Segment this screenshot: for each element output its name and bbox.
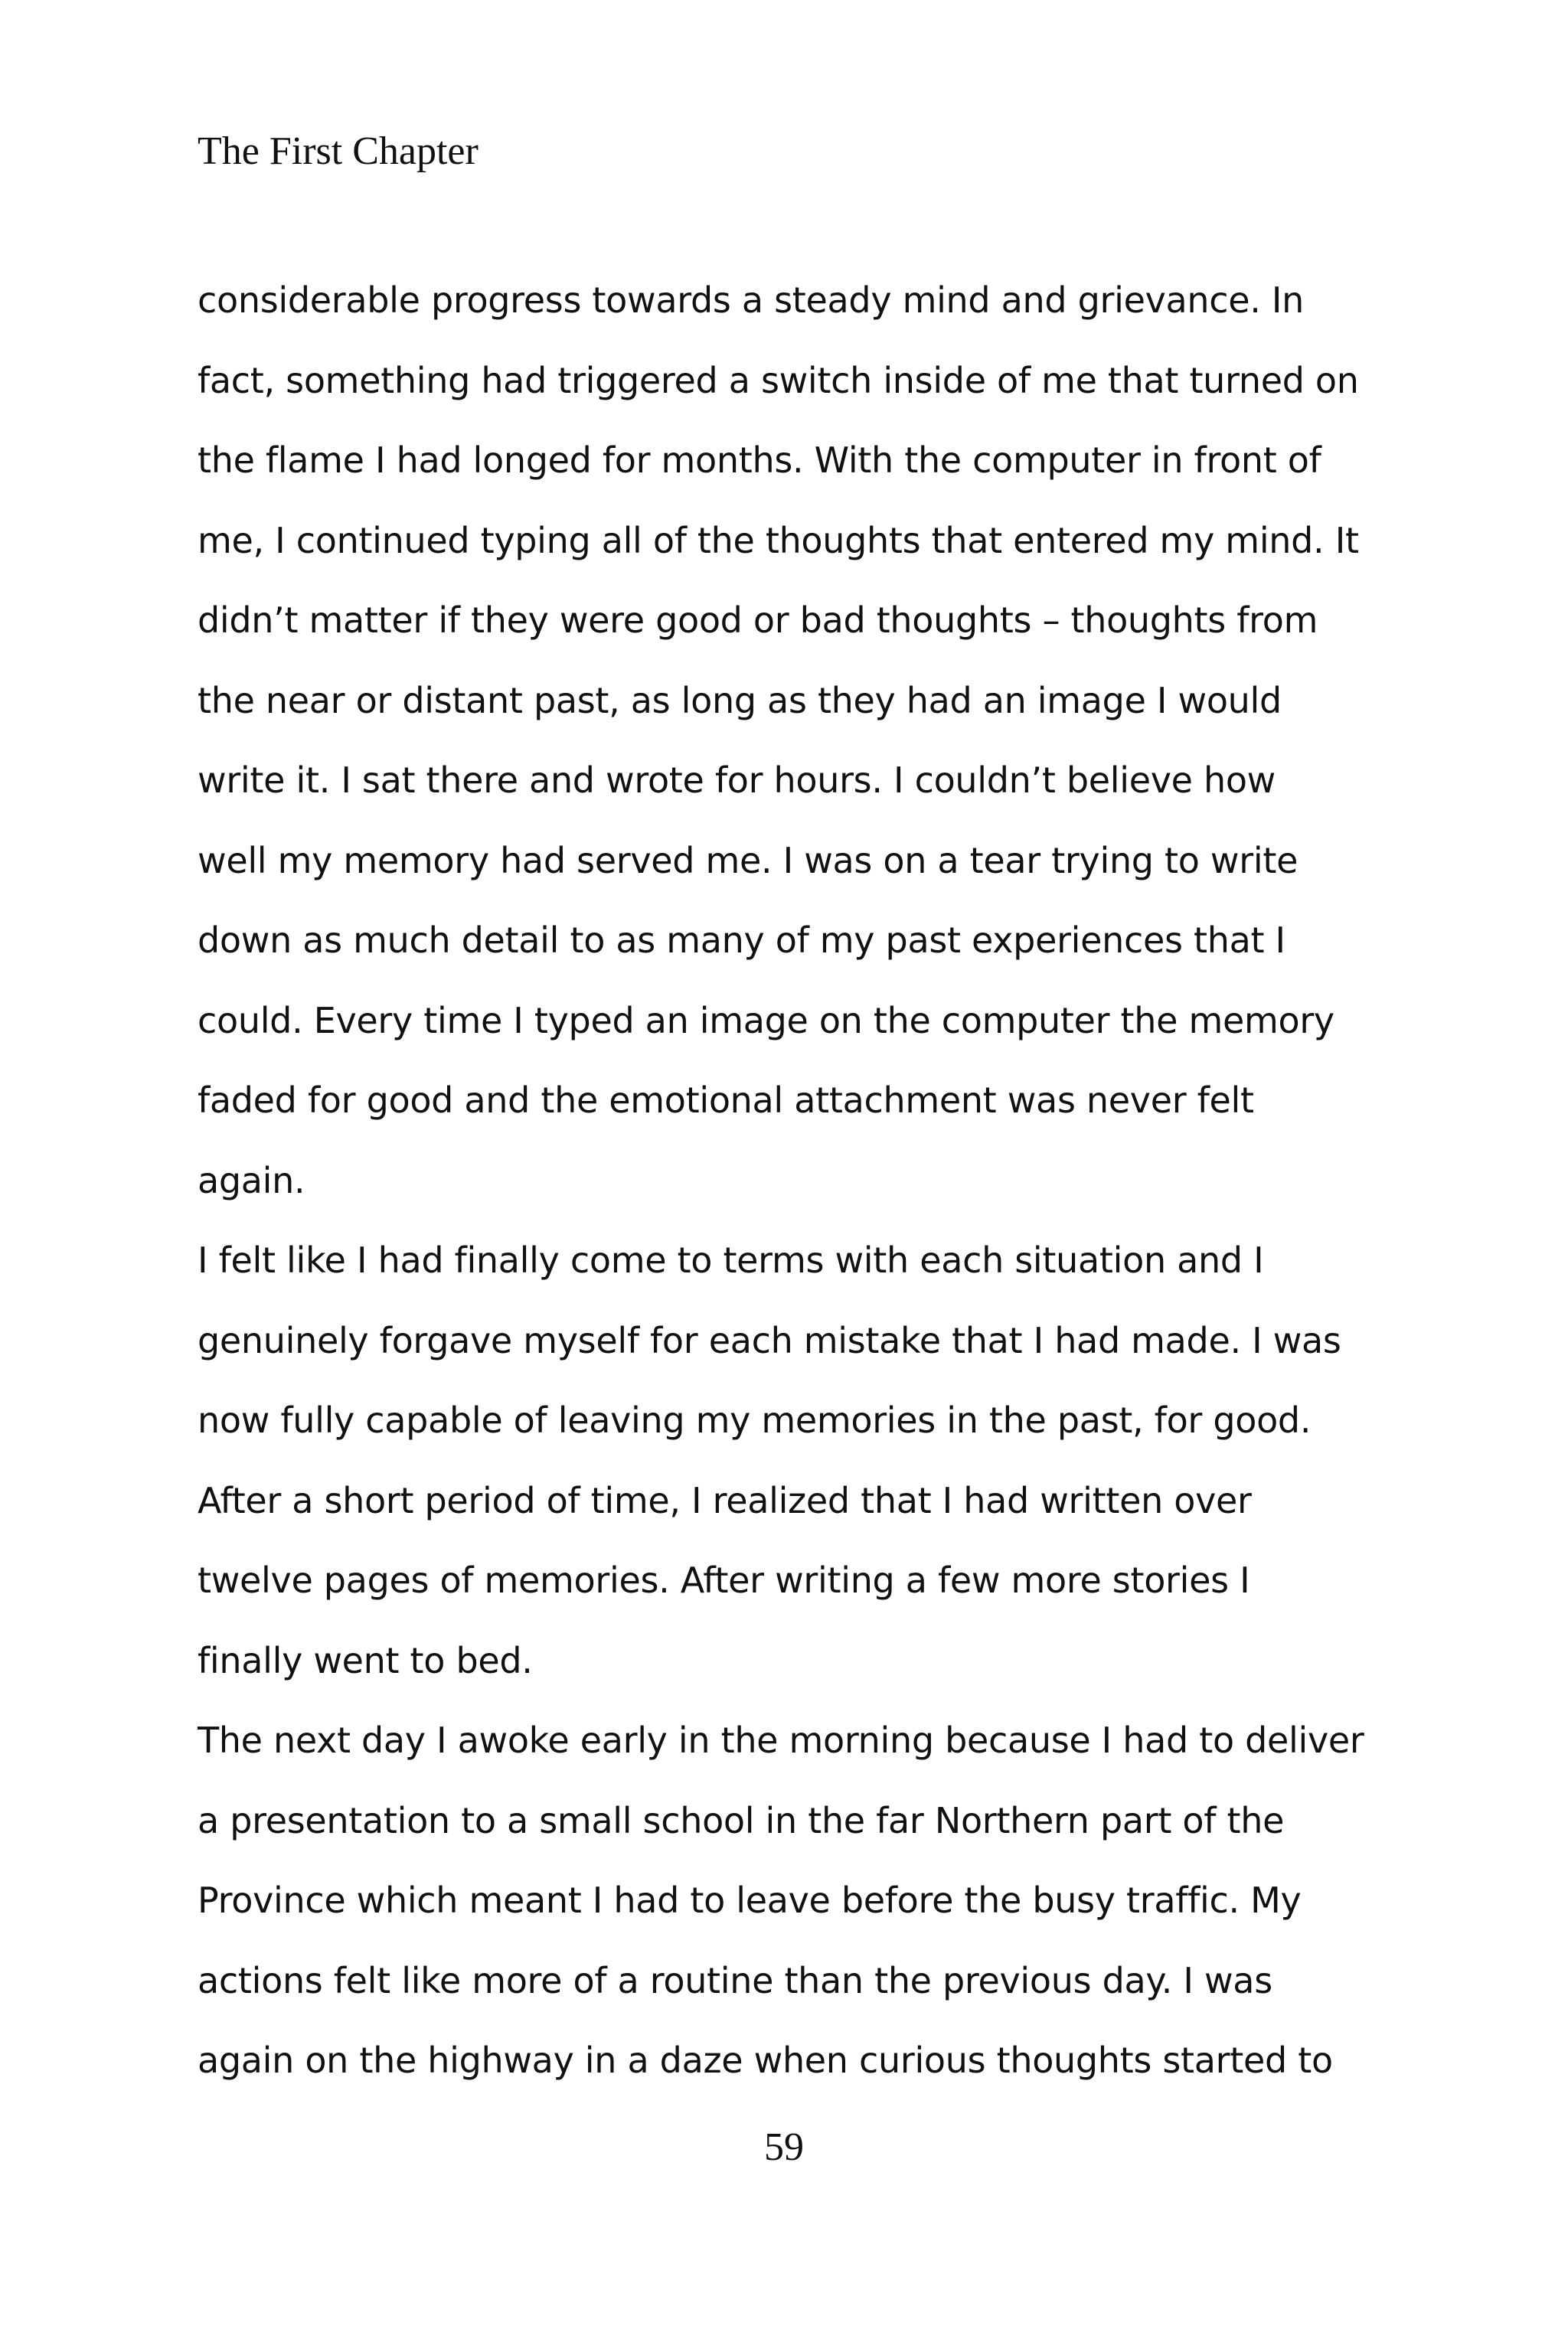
text-line: finally went to bed. [198, 1639, 533, 1681]
running-header-title: The First Chapter [198, 129, 479, 173]
text-line: fact, something had triggered a switch inside of me that turned on [198, 359, 1359, 401]
text-line: considerable progress towards a steady mind and grievance. In [198, 279, 1305, 321]
body-text [198, 260, 1423, 2101]
text-line: The next day I awoke early in the morning because I had to deliver [198, 1720, 1364, 1761]
text-line: didn’t matter if they were good or bad thoughts – thoughts from [198, 599, 1318, 641]
text-line: again on the highway in a daze when curious thoughts started to [198, 2040, 1333, 2081]
text-line: Province which meant I had to leave before the busy traffic. My [198, 1880, 1302, 1921]
text-line: well my memory had served me. I was on a tear trying to write [198, 839, 1298, 881]
text-line: faded for good and the emotional attachment was never felt [198, 1080, 1254, 1121]
text-line: again. [198, 1159, 305, 1201]
text-line: the near or distant past, as long as they had an image I would [198, 679, 1282, 721]
text-line: write it. I sat there and wrote for hours. I couldn’t believe how [198, 760, 1276, 801]
text-line: I felt like I had finally come to terms with each situation and I [198, 1240, 1264, 1281]
text-line: genuinely forgave myself for each mistake that I had made. I was [198, 1319, 1341, 1361]
text-line: After a short period of time, I realized that I had written over [198, 1479, 1252, 1521]
text-line: me, I continued typing all of the thoughts that entered my mind. It [198, 519, 1359, 561]
text-line: down as much detail to as many of my past experiences that I [198, 920, 1285, 961]
text-line: twelve pages of memories. After writing a few more stories I [198, 1560, 1250, 1601]
text-line: could. Every time I typed an image on the computer the memory [198, 999, 1334, 1041]
text-line: the flame I had longed for months. With the computer in front of [198, 439, 1321, 481]
text-line: actions felt like more of a routine than the previous day. I was [198, 1959, 1272, 2001]
text-line: a presentation to a small school in the far Northern part of the [198, 1799, 1285, 1841]
text-line: now fully capable of leaving my memories in the past, for good. [198, 1400, 1312, 1441]
page-number: 59 [764, 2125, 804, 2169]
